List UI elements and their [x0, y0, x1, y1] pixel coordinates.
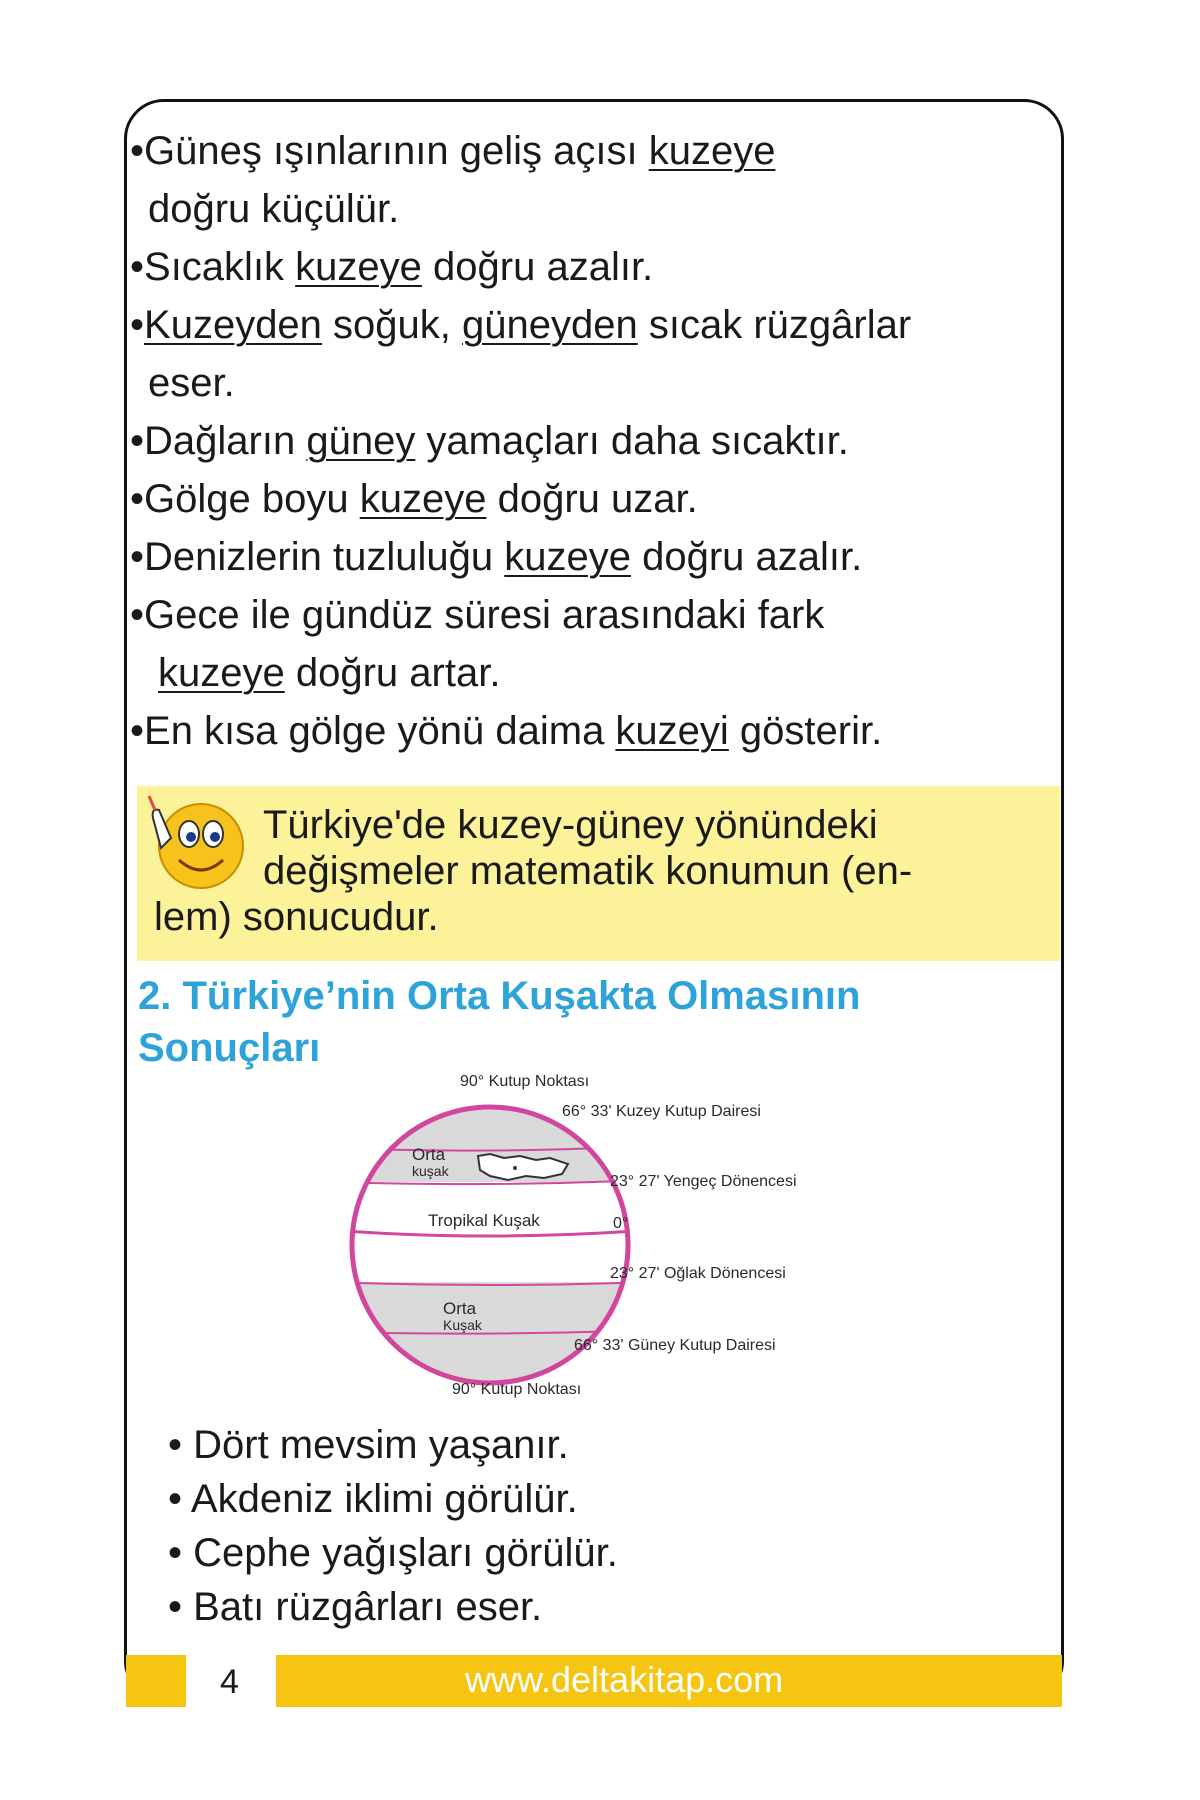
bullet-dot-icon: •: [130, 709, 145, 753]
bullet-text: En kısa gölge yönü daima: [144, 709, 616, 753]
page-number: 4: [220, 1663, 239, 1701]
bullet-text: Güneş ışınlarının geliş açısı: [144, 129, 649, 173]
bullet-line: [148, 360, 235, 406]
result-text: Batı rüzgârları eser.: [193, 1585, 543, 1629]
tip-line-3: lem) sonucudur.: [154, 895, 439, 939]
climate-zones-diagram: [330, 1070, 870, 1400]
underlined-term: güneyden: [462, 303, 638, 347]
north-zone-label-2: kuşak: [412, 1163, 449, 1179]
bullet-text: doğru azalır.: [421, 245, 654, 289]
bullet-text: doğru azalır.: [630, 535, 863, 579]
section-title-line-2: Sonuçları: [138, 1026, 321, 1070]
bullet-line: [130, 128, 775, 174]
bullet-dot-icon: •: [130, 245, 145, 289]
south-zone-label-2: Kuşak: [443, 1317, 482, 1333]
bullet-dot-icon: •: [130, 535, 145, 579]
bullet-text: eser.: [148, 361, 235, 405]
south-zone-label-1: Orta: [443, 1299, 477, 1318]
bullet-text: Sıcaklık: [144, 245, 296, 289]
bullet-dot-icon: •: [130, 593, 145, 637]
bullet-dot-icon: •: [130, 303, 145, 347]
underlined-term: güney: [306, 419, 416, 463]
bullet-dot-icon: •: [130, 419, 145, 463]
bullet-text: yamaçları daha sıcaktır.: [415, 419, 849, 463]
bullet-dot-icon: •: [168, 1477, 191, 1521]
bullet-line: [148, 186, 399, 232]
bullet-line: [130, 534, 862, 580]
tip-line-2: değişmeler matematik konumun (en-: [263, 849, 913, 893]
bullet-line: [130, 708, 882, 754]
tropical-zone-label: Tropikal Kuşak: [428, 1211, 540, 1230]
bullet-text: gösterir.: [728, 709, 883, 753]
south-pole-label: 90° Kutup Noktası: [452, 1381, 582, 1398]
bullet-dot-icon: •: [168, 1423, 194, 1467]
tip-line-1: Türkiye'de kuzey-güney yönündeki: [263, 803, 878, 847]
bullet-line: [158, 650, 500, 696]
smiley-icon: [143, 788, 253, 898]
bullet-text: Dağların: [144, 419, 307, 463]
equator-label: 0°: [613, 1215, 629, 1232]
section-title-line-1: 2. Türkiye’nin Orta Kuşakta Olmasının: [138, 974, 861, 1018]
section-title: [138, 970, 860, 1074]
result-item: [168, 1476, 578, 1522]
bullet-text: sıcak rüzgârlar: [637, 303, 912, 347]
bullet-text: soğuk,: [321, 303, 463, 347]
north-pole-label: 90° Kutup Noktası: [460, 1073, 590, 1090]
tropic-cancer-label: 23° 27' Yengeç Dönencesi: [610, 1173, 797, 1190]
underlined-term: kuzeye: [648, 129, 776, 173]
underlined-term: kuzeye: [504, 535, 631, 579]
result-text: Dört mevsim yaşanır.: [193, 1423, 569, 1467]
bullet-line: [130, 302, 911, 348]
result-item: [168, 1422, 569, 1468]
bullet-text: Gece ile gündüz süresi arasındaki fark: [144, 593, 825, 637]
bullet-dot-icon: •: [168, 1585, 194, 1629]
underlined-term: kuzeye: [359, 477, 487, 521]
bullet-dot-icon: •: [130, 477, 145, 521]
antarctic-circle-label: 66° 33' Güney Kutup Dairesi: [574, 1337, 776, 1354]
bullet-dot-icon: •: [168, 1531, 194, 1575]
result-text: Akdeniz iklimi görülür.: [190, 1477, 578, 1521]
bullet-text: doğru küçülür.: [148, 187, 400, 231]
bullet-dot-icon: •: [130, 129, 145, 173]
underlined-term: kuzeye: [158, 651, 285, 695]
result-item: [168, 1584, 542, 1630]
bullet-text: Denizlerin tuzluluğu: [144, 535, 505, 579]
bullet-text: doğru artar.: [284, 651, 501, 695]
north-zone-label-1: Orta: [412, 1145, 446, 1164]
bullet-text: doğru uzar.: [486, 477, 698, 521]
bullet-line: [130, 592, 824, 638]
bullet-line: [130, 244, 653, 290]
arctic-circle-label: 66° 33' Kuzey Kutup Dairesi: [562, 1103, 761, 1120]
underlined-term: kuzeye: [295, 245, 422, 289]
bullet-text: Gölge boyu: [144, 477, 360, 521]
bullet-line: [130, 418, 849, 464]
result-text: Cephe yağışları görülür.: [193, 1531, 618, 1575]
underlined-term: kuzeyi: [615, 709, 729, 753]
bullet-line: [130, 476, 698, 522]
tip-box: [137, 786, 1060, 961]
result-item: [168, 1530, 618, 1576]
underlined-term: Kuzeyden: [144, 303, 322, 347]
tropic-capricorn-label: 23° 27' Oğlak Dönencesi: [610, 1265, 786, 1282]
footer-url: www.deltakitap.com: [465, 1659, 784, 1700]
